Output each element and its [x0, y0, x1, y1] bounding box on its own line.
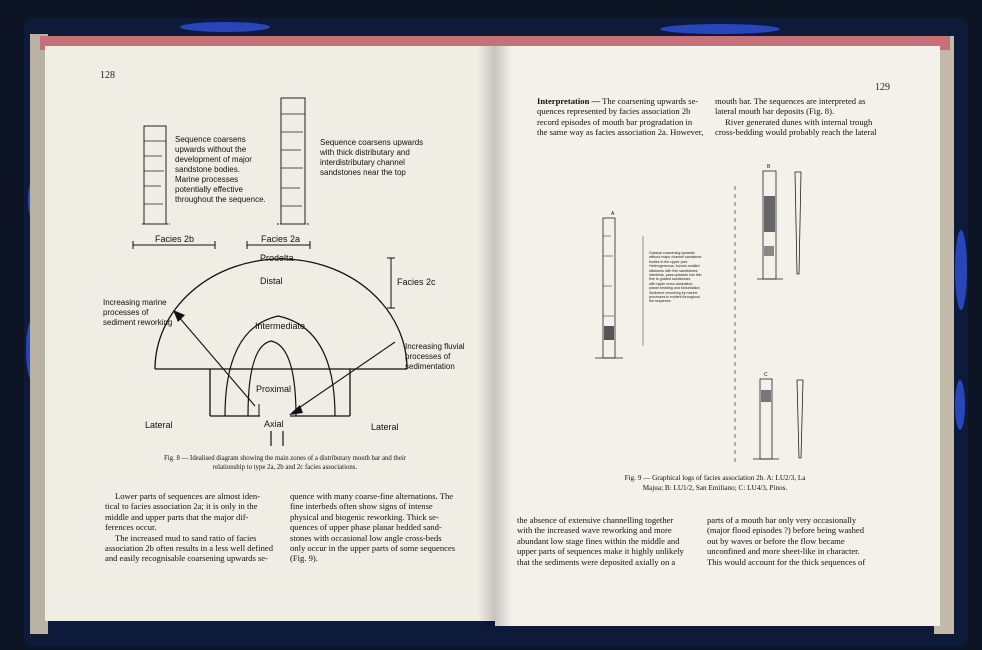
label-marine-processes: Increasing marine processes of sediment reworking [103, 298, 173, 327]
log-label-b: B [767, 164, 771, 170]
log-label-c: C [764, 372, 768, 378]
label-facies-2a: Facies 2a [261, 234, 301, 244]
left-body-column-1: Lower parts of sequences are almost iden- tical to facies association 2a; it is only in the middle and upper parts that the major dif- ferences occur. The increased mud to sand ratio of facies association 2b often results in a less well defined and easily recognisable coarsening upwards se- [105, 491, 274, 564]
page-number-right: 129 [875, 82, 890, 93]
label-lateral-left: Lateral [145, 420, 173, 430]
cover-speckle [955, 230, 967, 310]
label-facies-2c: Facies 2c [397, 277, 436, 287]
cover-speckle [955, 380, 965, 430]
cover-speckle [660, 24, 780, 34]
book-gutter-shadow [478, 46, 512, 626]
right-page [495, 46, 940, 626]
label-prodelta: Prodelta [260, 253, 294, 263]
label-facies-2b: Facies 2b [155, 234, 195, 244]
label-distal: Distal [260, 276, 283, 286]
label-lateral-right: Lateral [371, 422, 399, 432]
graphical-log-a [595, 218, 623, 358]
log-label-a: A [611, 211, 615, 217]
left-page [45, 46, 495, 621]
sequence-note-2a: Sequence coarsens upwards with thick distributary and interdistributary channel sandstones near the top [320, 138, 424, 177]
sequence-log-2b [142, 126, 170, 224]
right-body-column-2-bottom: parts of a mouth bar only very occasionally (major flood episodes ?) before being washed out by waves or before the flow became unconfined and more sheet-like in character. This would account for the thick sequences of [707, 515, 866, 567]
figure-8-caption: Fig. 8 — Idealised diagram showing the main zones of a distributary mouth bar and their relationship to type 2a, 2b and 2c facies associations. [164, 455, 406, 471]
interpretation-heading: Interpretation — [537, 96, 601, 106]
right-body-column-1-top: Interpretation — The coarsening upwards se- quences represented by facies association 2b record episodes of mouth bar progradation in the same way as facies association 2a. However, [537, 96, 704, 138]
left-body-column-2: quence with many coarse-fine alternations. The fine interbeds often show signs of intense physical and biogenic reworking. Thick se- quences of upper phase planar bedded sand- stones with occasional low angle cross-beds only occur in the upper parts of some sequences (Fig. 9). [290, 491, 456, 564]
sequence-log-2a [277, 98, 309, 224]
page-number-left: 128 [100, 70, 115, 81]
right-body-column-1-bottom: the absence of extensive channelling together with the increased wave reworking and more abundant low stage fines within the middle and upper parts of sequences make it highly unlikely that the sediments were deposited axially on a [517, 515, 684, 567]
figure-9-inset-note: Gradual coarsening upwards without major channel sandstone bodies in the upper part. Heterogeneous, burrow-mottled siltstones with thin sandstones interbeds, pass upwards into thin fine to graded sandstones with ripple cross-lamination, planar bedding and bioturbation. Sediment reworking by marine processes is evident throughout the sequence. [649, 251, 702, 304]
cover-speckle [180, 22, 270, 32]
graphical-log-c [753, 379, 803, 459]
right-body-column-2-top: mouth bar. The sequences are interpreted as lateral mouth bar deposits (Fig. 8). River generated dunes with internal trough cross-bedding would probably reach the lateral [715, 96, 877, 138]
label-proximal: Proximal [256, 384, 292, 394]
label-fluvial-processes: Increasing fluvial processes of sedimentation [405, 342, 465, 371]
figure-9-caption: Fig. 9 — Graphical logs of facies association 2b. A: LU2/3, La Majua; B: LU1/2, San Emiliano; C: LU4/3, Pinos. [624, 474, 806, 492]
label-axial: Axial [264, 419, 284, 429]
sequence-note-2b: Sequence coarsens upwards without the development of major sandstone bodies. Marine processes potentially effective throughout the sequence. [175, 135, 266, 204]
graphical-log-b [757, 171, 801, 279]
label-intermediate: Intermediate [255, 321, 306, 331]
